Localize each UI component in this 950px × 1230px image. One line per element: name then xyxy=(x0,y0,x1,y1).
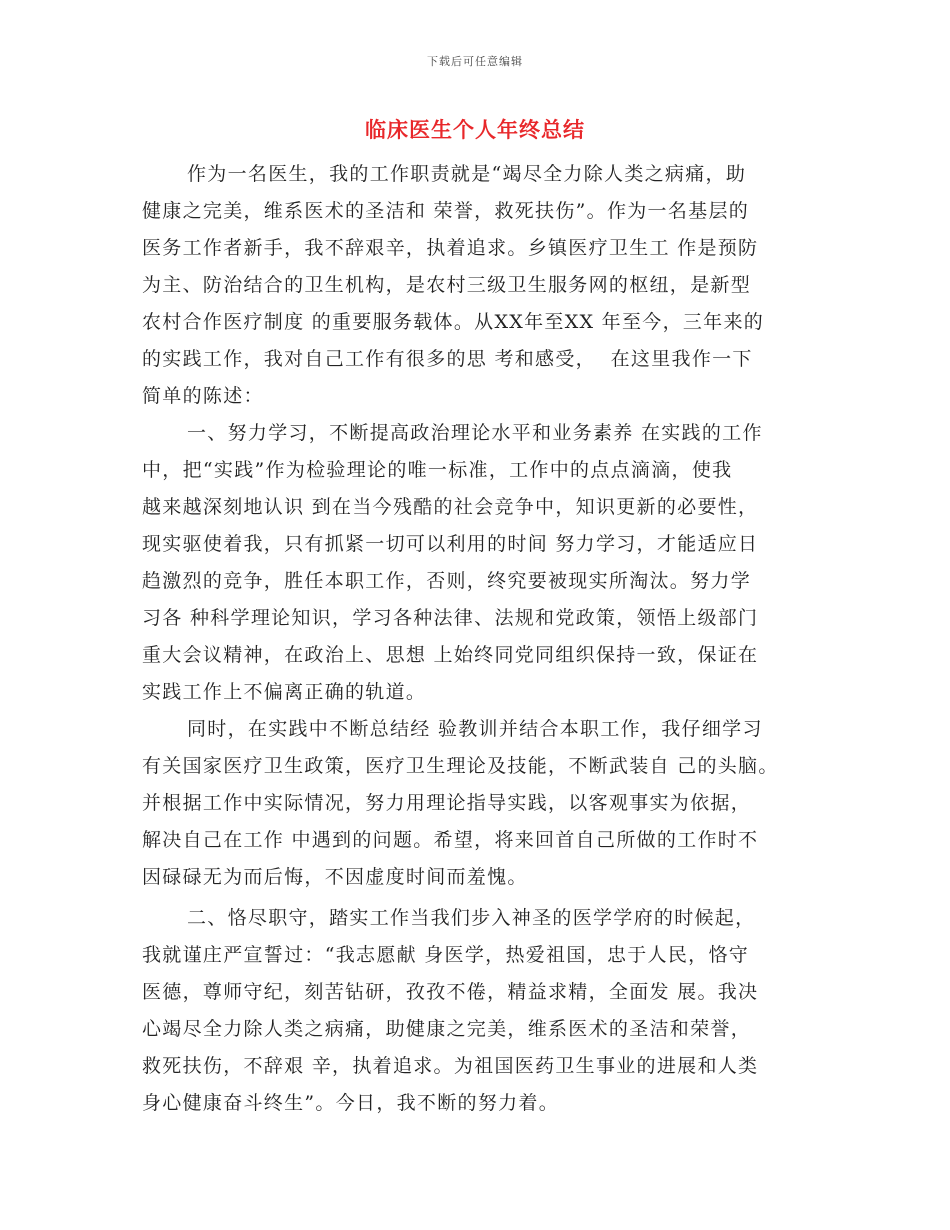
body-line: 有关国家医疗卫生政策，医疗卫生理论及技能，不断武装自 己的头脑。 xyxy=(142,755,779,777)
body-line: 并根据工作中实际情况，努力用理论指导实践，以客观事实为依据， xyxy=(142,792,752,814)
body-line: 心竭尽全力除人类之病痛，助健康之完美，维系医术的圣洁和荣誉， xyxy=(142,1018,752,1040)
body-line: 农村合作医疗制度 的重要服务载体。从XX年至XX 年至今，三年来的 xyxy=(142,311,765,333)
body-line: 越来越深刻地认识 到在当今残酷的社会竞争中，知识更新的必要性， xyxy=(142,496,759,518)
body-line: 趋激烈的竞争，胜任本职工作，否则，终究要被现实所淘汰。努力学 xyxy=(142,570,752,592)
body-line: 习各 种科学理论知识，学习各种法律、法规和党政策，领悟上级部门 xyxy=(142,607,759,629)
body-line: 身心健康奋斗终生”。今日，我不断的努力着。 xyxy=(142,1092,560,1114)
body-line: 同时，在实践中不断总结经 验教训并结合本职工作，我仔细学习 xyxy=(187,718,763,740)
body-line: 医务工作者新手，我不辞艰辛，执着追求。乡镇医疗卫生工 作是预防 xyxy=(142,237,759,259)
body-line: 的实践工作，我对自己工作有很多的思 考和感受， 在这里我作一下 xyxy=(142,348,753,370)
body-line: 实践工作上不偏离正确的轨道。 xyxy=(142,681,427,703)
download-note: 下载后可任意编辑 xyxy=(427,55,523,68)
body-line: 二、恪尽职守，踏实工作当我们步入神圣的医学学府的时候起， xyxy=(187,907,756,929)
body-line: 重大会议精神，在政治上、思想 上始终同党同组织保持一致，保证在 xyxy=(142,644,759,666)
body-line: 中，把“实践”作为检验理论的唯一标准，工作中的点点滴滴，使我 xyxy=(142,459,733,481)
body-line: 为主、防治结合的卫生机构，是农村三级卫生服务网的枢纽，是新型 xyxy=(142,274,752,296)
body-line: 解决自己在工作 中遇到的问题。希望，将来回首自己所做的工作时不 xyxy=(142,829,759,851)
body-line: 现实驱使着我，只有抓紧一切可以利用的时间 努力学习，才能适应日 xyxy=(142,533,759,555)
body-line: 救死扶伤，不辞艰 辛，执着追求。为祖国医药卫生事业的进展和人类 xyxy=(142,1055,759,1077)
body-line: 医德，尊师守纪，刻苦钻研，孜孜不倦，精益求精，全面发 展。我决 xyxy=(142,981,759,1003)
body-line: 我就谨庄严宣誓过：“我志愿献 身医学，热爱祖国，忠于人民，恪守 xyxy=(142,944,750,966)
body-line: 一、努力学习，不断提高政治理论水平和业务素养 在实践的工作 xyxy=(187,422,763,444)
body-line: 作为一名医生，我的工作职责就是“竭尽全力除人类之病痛，助 xyxy=(187,163,747,185)
body-line: 简单的陈述： xyxy=(142,385,264,407)
body-line: 健康之完美，维系医术的圣洁和 荣誉，救死扶伤”。作为一名基层的 xyxy=(142,200,750,222)
body-line: 因碌碌无为而后悔，不因虚度时间而羞愧。 xyxy=(142,866,528,888)
document-title: 临床医生个人年终总结 xyxy=(365,117,585,142)
